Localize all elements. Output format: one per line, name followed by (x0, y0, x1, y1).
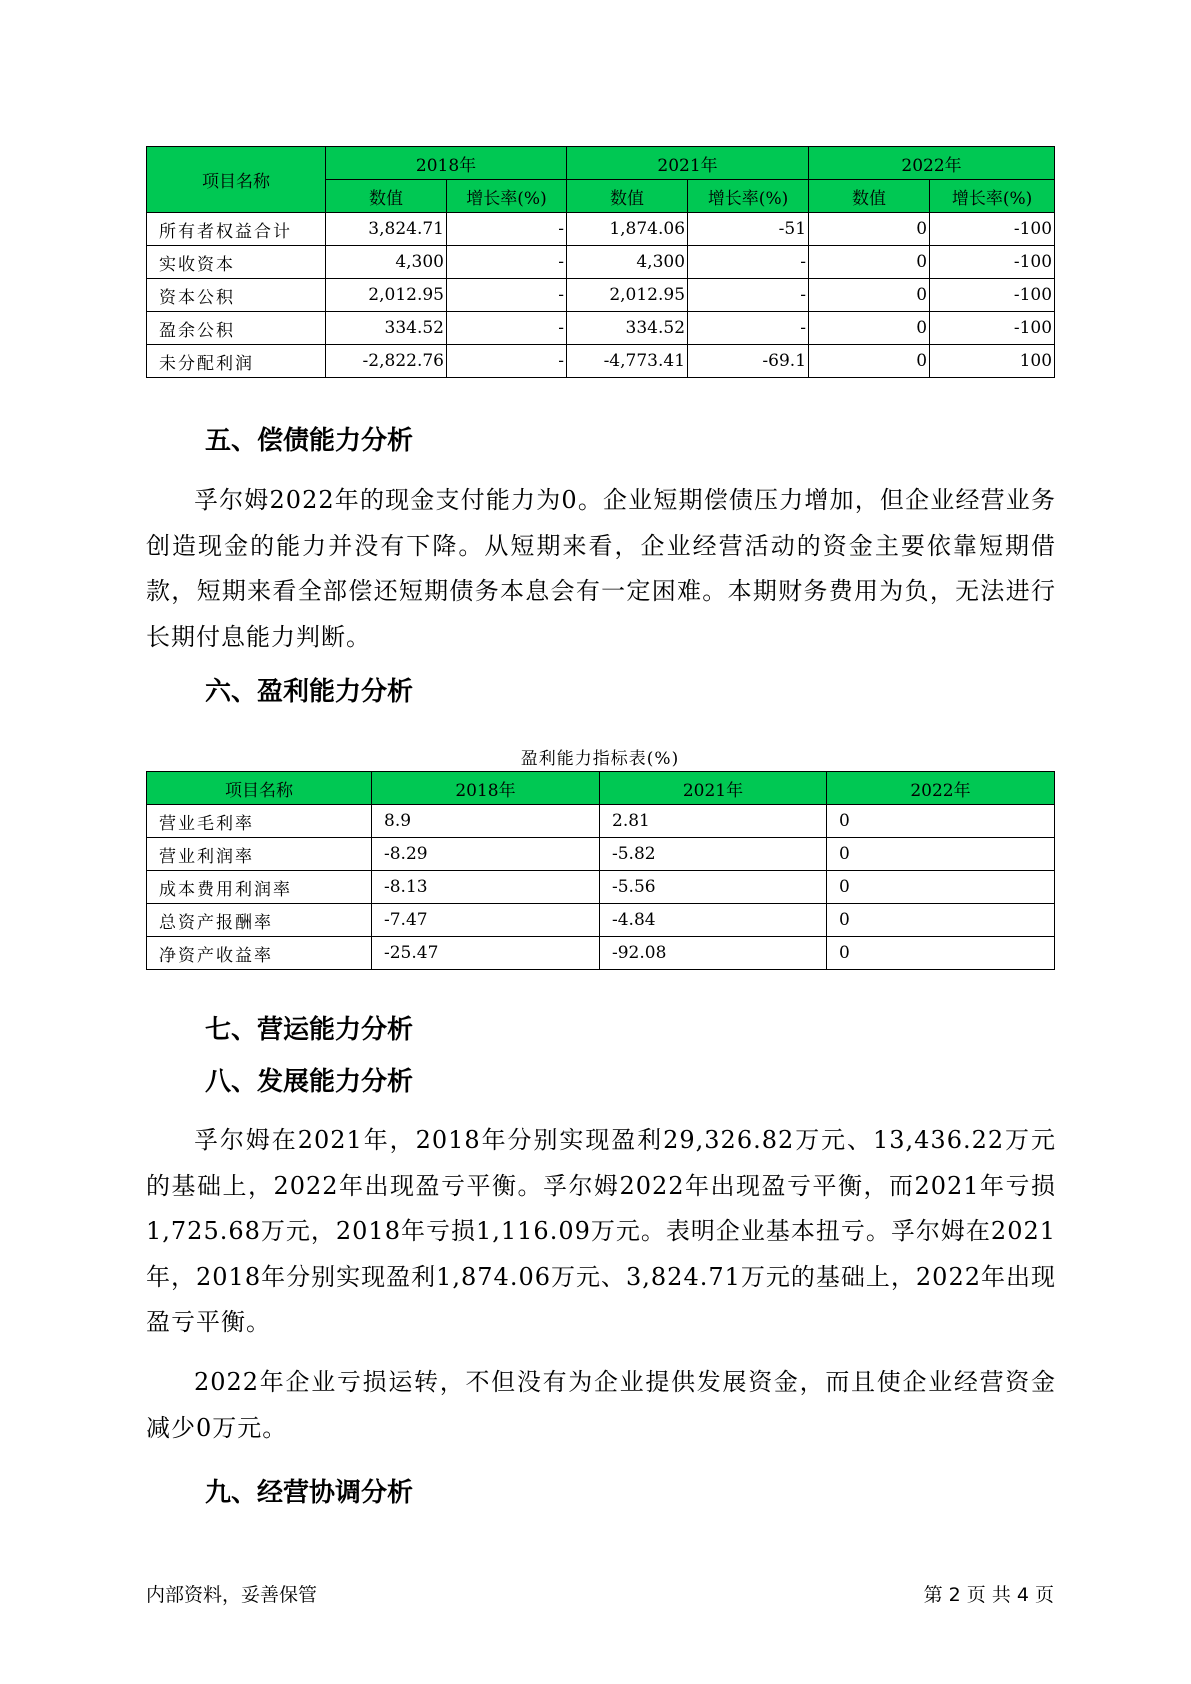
footer-confidential: 内部资料，妥善保管 (146, 1584, 318, 1606)
cell: -8.29 (372, 838, 600, 871)
paragraph-debt: 孚尔姆2022年的现金支付能力为0。企业短期偿债压力增加，但企业经营业务创造现金的能力并没有下降。从短期来看，企业经营活动的资金主要依靠短期借款，短期来看全部偿还短期债务本息会有一定困难。本期财务费用为负，无法进行长期付息能力判断。 (146, 486, 1056, 651)
cell: -5.56 (600, 871, 827, 904)
table-row (147, 871, 1055, 904)
header-year: 2022年 (809, 147, 1055, 180)
cell: -5.82 (600, 838, 827, 871)
cell: 8.9 (372, 805, 600, 838)
row-label: 盈余公积 (147, 312, 326, 345)
header-value: 数值 (326, 180, 447, 213)
cell: 0 (827, 904, 1055, 937)
cell: -100 (930, 246, 1055, 279)
table-row (147, 279, 1055, 312)
table-row (147, 904, 1055, 937)
header-item-name: 项目名称 (147, 147, 326, 213)
cell: - (447, 312, 567, 345)
header-year: 2018年 (372, 772, 600, 805)
table-row (147, 838, 1055, 871)
header-growth: 增长率(%) (688, 180, 809, 213)
header-year: 2021年 (567, 147, 809, 180)
table-row (147, 213, 1055, 246)
row-label: 实收资本 (147, 246, 326, 279)
cell: 334.52 (567, 312, 688, 345)
section-heading-debt: 五、偿债能力分析 (205, 426, 414, 456)
row-label: 资本公积 (147, 279, 326, 312)
cell: - (447, 279, 567, 312)
table-row (147, 246, 1055, 279)
profit-table (146, 771, 1055, 970)
cell: 0 (827, 871, 1055, 904)
cell: -51 (688, 213, 809, 246)
cell: 0 (827, 937, 1055, 970)
section-heading-profit: 六、盈利能力分析 (205, 677, 414, 707)
row-label: 营业利润率 (147, 838, 372, 871)
cell: -4,773.41 (567, 345, 688, 378)
cell: 0 (827, 838, 1055, 871)
cell: - (447, 246, 567, 279)
cell: -100 (930, 312, 1055, 345)
header-value: 数值 (567, 180, 688, 213)
paragraph-growth-1: 孚尔姆在2021年，2018年分别实现盈利29,326.82万元、13,436.22万元的基础上，2022年出现盈亏平衡。孚尔姆2022年出现盈亏平衡，而2021年亏损1,725.68万元，2018年亏损1,116.09万元。表明企业基本扭亏。孚尔姆在2021年，2018年分别实现盈利1,874.06万元、3,824.71万元的基础上，2022年出现盈亏平衡。 (146, 1126, 1056, 1336)
cell: - (688, 312, 809, 345)
cell: - (447, 345, 567, 378)
row-label: 未分配利润 (147, 345, 326, 378)
header-growth: 增长率(%) (447, 180, 567, 213)
cell: 100 (930, 345, 1055, 378)
table-row (147, 345, 1055, 378)
cell: -25.47 (372, 937, 600, 970)
row-label: 成本费用利润率 (147, 871, 372, 904)
cell: -4.84 (600, 904, 827, 937)
cell: - (688, 246, 809, 279)
header-value: 数值 (809, 180, 930, 213)
cell: 334.52 (326, 312, 447, 345)
cell: 1,874.06 (567, 213, 688, 246)
table-row (147, 937, 1055, 970)
cell: 0 (809, 279, 930, 312)
cell: 2,012.95 (567, 279, 688, 312)
row-label: 总资产报酬率 (147, 904, 372, 937)
row-label: 营业毛利率 (147, 805, 372, 838)
header-year: 2021年 (600, 772, 827, 805)
cell: -100 (930, 213, 1055, 246)
cell: 4,300 (567, 246, 688, 279)
equity-table (146, 146, 1055, 378)
table-row (147, 312, 1055, 345)
header-year: 2022年 (827, 772, 1055, 805)
table-row (147, 805, 1055, 838)
cell: -69.1 (688, 345, 809, 378)
header-growth: 增长率(%) (930, 180, 1055, 213)
paragraph-growth-2: 2022年企业亏损运转，不但没有为企业提供发展资金，而且使企业经营资金减少0万元。 (146, 1368, 1056, 1442)
table-caption: 盈利能力指标表(%) (520, 749, 680, 769)
cell: 0 (827, 805, 1055, 838)
cell: -7.47 (372, 904, 600, 937)
cell: -2,822.76 (326, 345, 447, 378)
cell: - (447, 213, 567, 246)
cell: 0 (809, 312, 930, 345)
cell: 0 (809, 213, 930, 246)
section-heading-operation: 七、营运能力分析 (205, 1015, 414, 1045)
cell: -92.08 (600, 937, 827, 970)
footer-page-number: 第 2 页 共 4 页 (923, 1584, 1054, 1606)
cell: 4,300 (326, 246, 447, 279)
cell: -100 (930, 279, 1055, 312)
cell: -8.13 (372, 871, 600, 904)
cell: 2.81 (600, 805, 827, 838)
section-heading-coordination: 九、经营协调分析 (205, 1478, 414, 1508)
section-heading-growth: 八、发展能力分析 (205, 1067, 414, 1097)
cell: 3,824.71 (326, 213, 447, 246)
cell: 0 (809, 246, 930, 279)
cell: 0 (809, 345, 930, 378)
cell: 2,012.95 (326, 279, 447, 312)
row-label: 所有者权益合计 (147, 213, 326, 246)
header-year: 2018年 (326, 147, 567, 180)
row-label: 净资产收益率 (147, 937, 372, 970)
cell: - (688, 279, 809, 312)
header-item-name: 项目名称 (147, 772, 372, 805)
